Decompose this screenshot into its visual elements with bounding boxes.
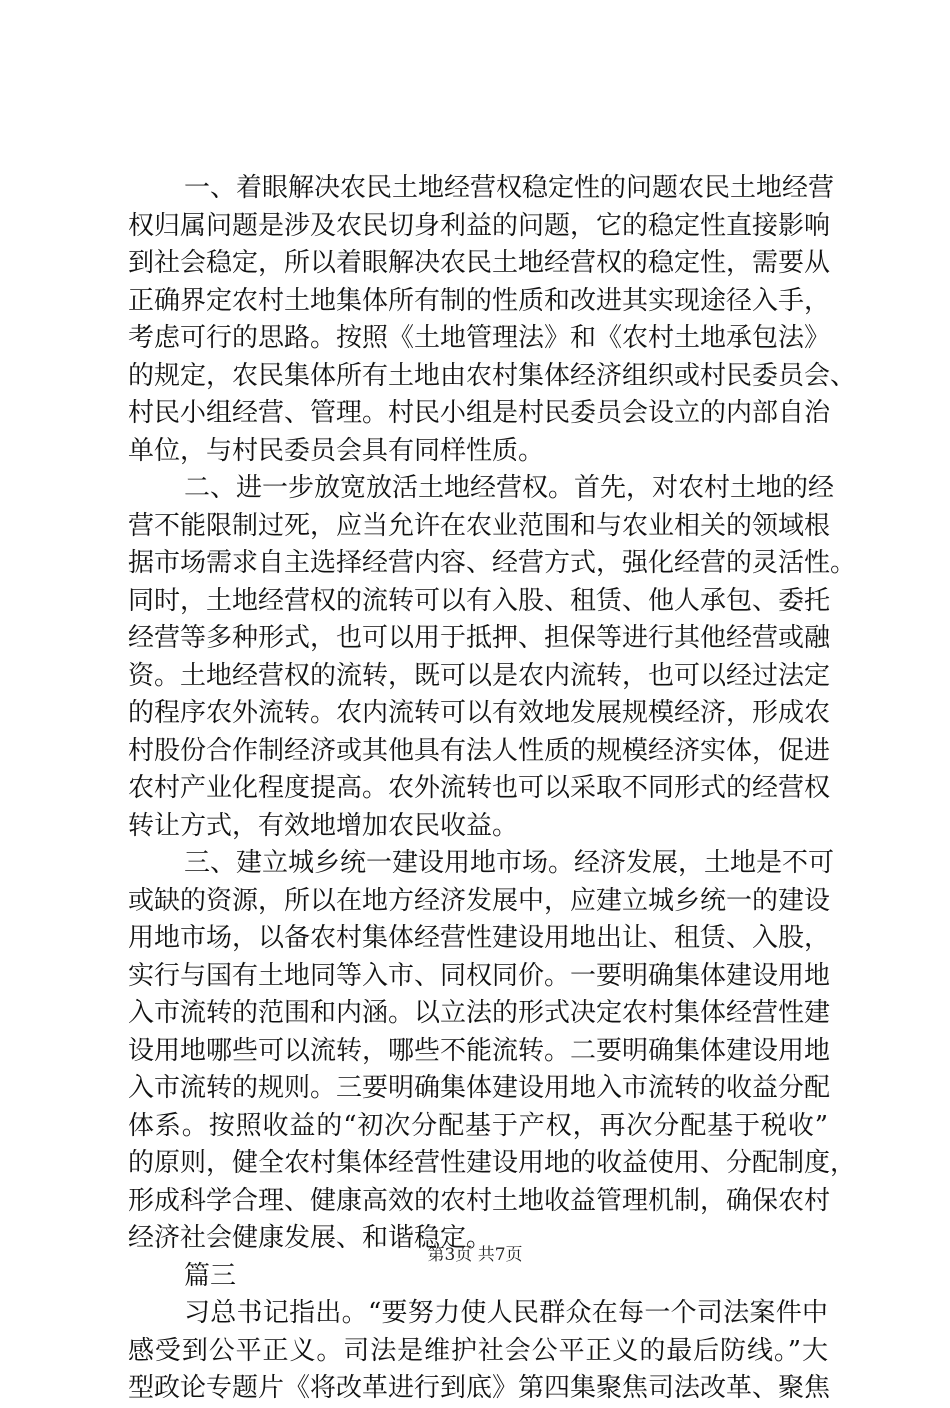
text-line: 考虑可行的思路。按照《土地管理法》和《农村土地承包法》 bbox=[128, 323, 831, 353]
text-line: 用地市场，以备农村集体经营性建设用地出让、租赁、入股， bbox=[128, 923, 831, 953]
section-heading: 篇三 bbox=[184, 1260, 237, 1291]
text-line: 体系。按照收益的“初次分配基于产权，再次分配基于税收” bbox=[128, 1110, 828, 1141]
text-line: 同时，土地经营权的流转可以有入股、租赁、他人承包、委托 bbox=[128, 585, 831, 616]
text-line: 农村产业化程度提高。农外流转也可以采取不同形式的经营权 bbox=[128, 773, 831, 803]
text-line: 设用地哪些可以流转，哪些不能流转。二要明确集体建设用地 bbox=[128, 1035, 831, 1066]
text-line: 的原则，健全农村集体经营性建设用地的收益使用、分配制度， bbox=[128, 1148, 857, 1178]
text-line: 感受到公平正义。司法是维护社会公平正义的最后防线。”大 bbox=[128, 1335, 828, 1366]
text-line: 三、建立城乡统一建设用地市场。经济发展，土地是不可 bbox=[184, 848, 835, 878]
text-line: 营不能限制过死，应当允许在农业范围和与农业相关的领域根 bbox=[128, 510, 831, 541]
page-number-footer: 第3页 共7页 bbox=[427, 1245, 523, 1265]
text-line: 单位，与村民委员会具有同样性质。 bbox=[128, 435, 545, 466]
text-line: 经济社会健康发展、和谐稳定。 bbox=[128, 1223, 493, 1253]
text-line: 资。土地经营权的流转，既可以是农内流转，也可以经过法定 bbox=[128, 660, 831, 691]
text-line: 入市流转的范围和内涵。以立法的形式决定农村集体经营性建 bbox=[128, 998, 831, 1028]
document-body bbox=[128, 170, 857, 1408]
text-line: 经营等多种形式，也可以用于抵押、担保等进行其他经营或融 bbox=[128, 623, 831, 653]
text-line: 一、着眼解决农民土地经营权稳定性的问题农民土地经营 bbox=[184, 173, 835, 203]
text-line: 村民小组经营、管理。村民小组是村民委员会设立的内部自治 bbox=[128, 398, 831, 428]
text-line: 习总书记指出。“要努力使人民群众在每一个司法案件中 bbox=[184, 1298, 828, 1328]
text-line: 转让方式，有效地增加农民收益。 bbox=[128, 810, 519, 841]
text-line: 权归属问题是涉及农民切身利益的问题，它的稳定性直接影响 bbox=[128, 210, 831, 241]
text-line: 形成科学合理、健康高效的农村土地收益管理机制，确保农村 bbox=[128, 1185, 831, 1216]
text-line: 二、进一步放宽放活土地经营权。首先，对农村土地的经 bbox=[184, 473, 835, 503]
text-line: 正确界定农村土地集体所有制的性质和改进其实现途径入手， bbox=[128, 285, 831, 316]
text-line: 的程序农外流转。农内流转可以有效地发展规模经济，形成农 bbox=[128, 698, 831, 728]
text-line: 入市流转的规则。三要明确集体建设用地入市流转的收益分配 bbox=[128, 1073, 831, 1103]
text-line: 或缺的资源，所以在地方经济发展中，应建立城乡统一的建设 bbox=[128, 885, 831, 916]
text-line: 村股份合作制经济或其他具有法人性质的规模经济实体，促进 bbox=[128, 735, 831, 766]
text-line: 到社会稳定，所以着眼解决农民土地经营权的稳定性，需要从 bbox=[128, 248, 831, 278]
text-line: 据市场需求自主选择经营内容、经营方式，强化经营的灵活性。 bbox=[128, 548, 857, 578]
text-line: 的规定，农民集体所有土地由农村集体经济组织或村民委员会、 bbox=[128, 360, 857, 391]
text-line: 型政论专题片《将改革进行到底》第四集聚焦司法改革、聚焦 bbox=[128, 1373, 831, 1403]
text-line: 实行与国有土地同等入市、同权同价。一要明确集体建设用地 bbox=[128, 960, 831, 991]
